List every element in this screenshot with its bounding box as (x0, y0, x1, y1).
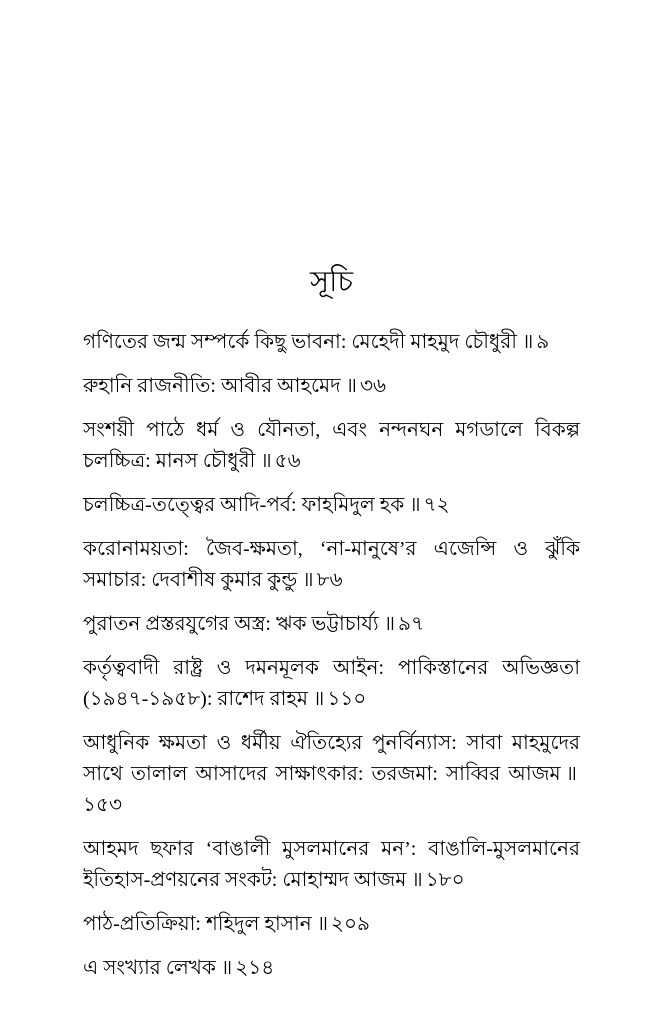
page-title: সূচি (309, 266, 354, 298)
toc-entry (83, 909, 580, 940)
toc-entry (83, 728, 580, 821)
toc-entry-page-number: ২১৪ (235, 957, 275, 979)
toc-entry-title: কর্তৃত্ববাদী রাষ্ট্র ও দমনমূলক আইন: পাকিস্তানের অভিজ্ঞতা (১৯৪৭-১৯৫৮): রাশেদ রাহম (83, 657, 580, 710)
toc-entry-page-number: ৩৬ (359, 375, 386, 397)
double-danda-separator: ॥ (220, 957, 233, 979)
toc-entry-page-number: ১৮০ (425, 869, 465, 891)
toc-entry (83, 371, 580, 402)
double-danda-separator: ॥ (302, 569, 314, 591)
toc-entry (83, 415, 580, 477)
toc-entry (83, 953, 580, 984)
toc-entry-page-number: ২০৯ (331, 913, 371, 935)
toc-entry-title: আহমদ ছফার ‘বাঙালী মুসলমানের মন’: বাঙালি-মুসলমানের ইতিহাস-প্রণয়নের সংকট: মোহাম্মদ আজম (83, 838, 580, 891)
toc-entry (83, 327, 580, 358)
double-danda-separator: ॥ (411, 869, 423, 891)
toc-entry (83, 609, 580, 640)
double-danda-separator: ॥ (521, 331, 534, 353)
double-danda-separator: ॥ (312, 688, 325, 710)
double-danda-separator: ॥ (316, 913, 329, 935)
toc-entry-page-number: ৭২ (423, 494, 450, 516)
toc-entry-title: করোনাময়তা: জৈব-ক্ষমতা, ‘না-মানুষে’র এজেন্সি ও ঝুঁকি সমাচার: দেবাশীষ কুমার কুন্ডু (83, 538, 580, 591)
toc-entry-title: চলচ্চিত্র-তত্ত্বের আদি-পর্ব: ফাহমিদুল হক (83, 494, 405, 516)
double-danda-separator: ॥ (565, 763, 577, 785)
toc-entry-title: সংশয়ী পাঠে ধর্ম ও যৌনতা, এবং নন্দনঘন মগডালে বিকল্প চলচ্চিত্র: মানস চৌধুরী (83, 419, 580, 472)
double-danda-separator: ॥ (260, 450, 272, 472)
toc-entry-title: পুরাতন প্রস্তরযুগের অস্ত্র: ঋক ভট্টাচার্য্য (83, 613, 379, 635)
toc-entry-title: গণিতের জন্ম সম্পর্কে কিছু ভাবনা: মেহেদী মাহমুদ চৌধুরী (83, 331, 517, 353)
toc-entry-page-number: ১৫৩ (83, 794, 122, 816)
toc-entry (83, 534, 580, 596)
toc-entry-page-number: ৯ (536, 331, 550, 353)
double-danda-separator: ॥ (345, 375, 357, 397)
toc-entry-title: এ সংখ্যার লেখক (83, 957, 216, 979)
toc-entry-page-number: ৯৭ (398, 613, 425, 635)
toc-entry-page-number: ৫৬ (274, 450, 301, 472)
toc-entry (83, 490, 580, 521)
toc-entry-title: পাঠ-প্রতিক্রিয়া: শহিদুল হাসান (83, 913, 312, 935)
toc-entry-title: রুহানি রাজনীতি: আবীর আহমেদ (83, 375, 341, 397)
toc-list (83, 327, 580, 984)
toc-entry-page-number: ৮৬ (316, 569, 343, 591)
toc-entry (83, 834, 580, 896)
double-danda-separator: ॥ (409, 494, 421, 516)
toc-entry-page-number: ১১০ (327, 688, 367, 710)
double-danda-separator: ॥ (383, 613, 396, 635)
toc-entry-title: আধুনিক ক্ষমতা ও ধর্মীয় ঐতিহ্যের পুনর্বিন্যাস: সাবা মাহমুদের সাথে তালাল আসাদের সাক্ষাৎকার: তরজমা: সাব্বির আজম (83, 732, 580, 785)
toc-entry (83, 653, 580, 715)
